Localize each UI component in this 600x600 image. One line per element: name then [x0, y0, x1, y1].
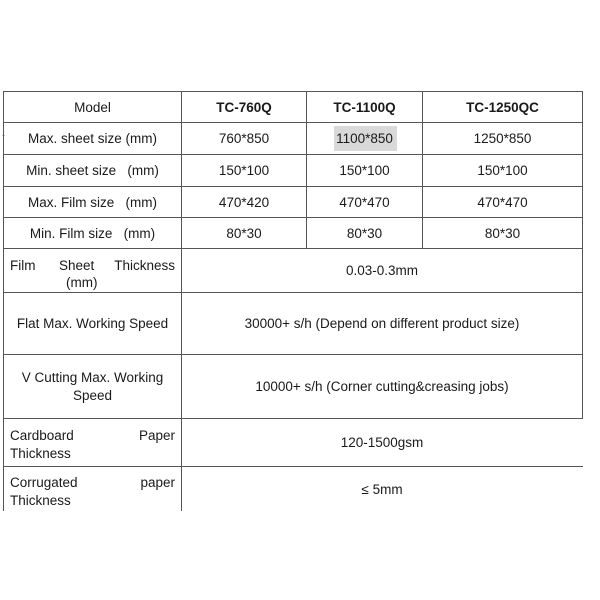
cell-value: 470*470 [339, 194, 390, 210]
label-word: Cardboard [10, 428, 74, 443]
row-label-min-sheet-size: Min. sheet size (mm) [26, 163, 159, 178]
flat-speed-value: 30000+ s/h (Depend on different product size) [244, 316, 520, 331]
header-model-label: Model [74, 99, 111, 115]
row-label-min-film-size: Min. Film size (mm) [29, 225, 156, 241]
label-word: Thickness [114, 258, 175, 273]
label-word: Film [10, 258, 36, 273]
cardboard-thickness-value: 120-1500gsm [340, 435, 424, 450]
table-border-right [582, 91, 583, 418]
cell-value: 470*470 [477, 194, 528, 210]
cell-value: 150*100 [218, 163, 270, 178]
row-label-cardboard-thickness [4, 419, 181, 466]
margin-mark: ˇ [2, 134, 5, 144]
row-label-v-cutting-speed [4, 355, 181, 418]
cell-value: 80*30 [226, 225, 262, 241]
label-line: Speed [72, 388, 113, 403]
label-word: paper [140, 475, 175, 490]
row-label-flat-speed: Flat Max. Working Speed [16, 316, 169, 331]
label-word: Paper [138, 428, 175, 443]
row-label-max-sheet-size: Max. sheet size (mm) [27, 131, 158, 146]
v-cutting-speed-value: 10000+ s/h (Corner cutting&creasing jobs) [255, 379, 509, 394]
label-word: Sheet [59, 258, 95, 273]
row-label-film-sheet-thickness [4, 249, 181, 292]
cell-value: 760*850 [218, 131, 270, 146]
label-word: Thickness [10, 493, 71, 508]
row-label-max-film-size: Max. Film size (mm) [28, 194, 157, 210]
header-model-tc-760q: TC-760Q [216, 99, 272, 115]
cell-value: 80*30 [346, 225, 383, 241]
cell-value: 150*100 [477, 163, 528, 178]
cell-value-highlighted: 1100*850 [336, 131, 393, 146]
cell-value: 1250*850 [473, 131, 532, 146]
cell-value: 470*420 [218, 194, 270, 210]
label-word: Corrugated [10, 475, 78, 490]
header-model-tc-1100q: TC-1100Q [333, 99, 396, 115]
label-line: V Cutting Max. Working [21, 370, 164, 385]
label-unit: (mm) [66, 275, 98, 290]
row-label-corrugated-thickness [4, 467, 181, 511]
cell-value: 150*100 [339, 163, 390, 178]
label-word: Thickness [10, 446, 71, 461]
corrugated-thickness-value: ≤ 5mm [361, 481, 403, 497]
header-model-tc-1250qc: TC-1250QC [466, 99, 539, 115]
film-thickness-value: 0.03-0.3mm [345, 263, 419, 278]
cell-value: 80*30 [484, 225, 521, 241]
